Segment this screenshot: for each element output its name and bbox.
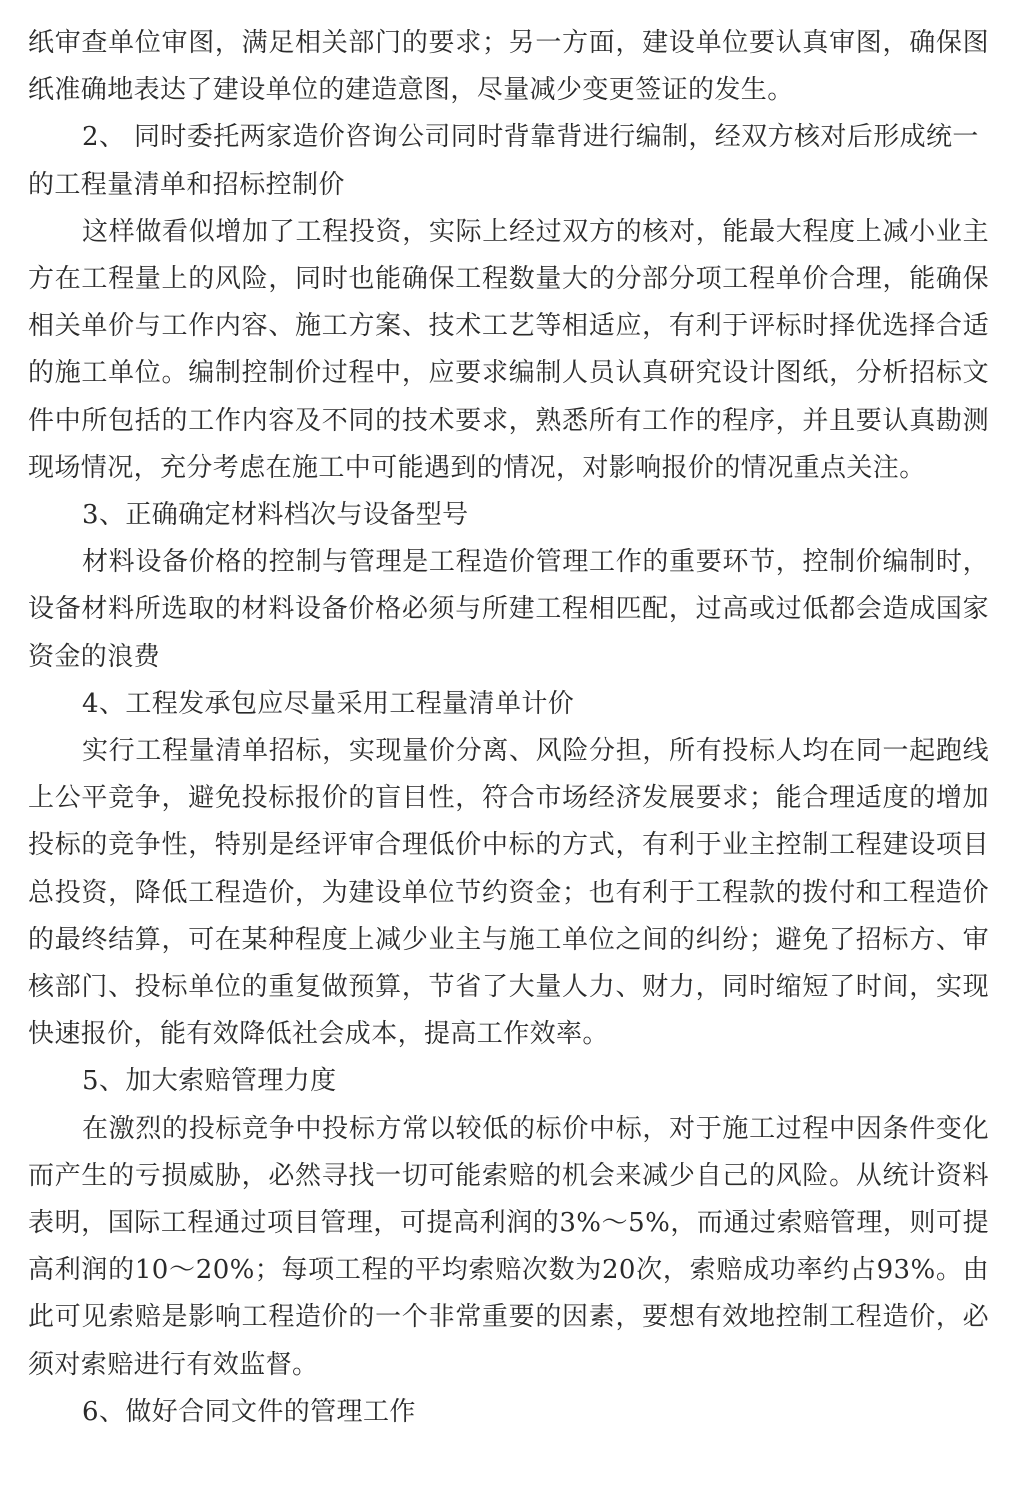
paragraph-design-review: 纸审查单位审图，满足相关部门的要求；另一方面，建设单位要认真审图，确保图纸准确地表达了建设单位的建造意图，尽量减少变更签证的发生。: [28, 28, 989, 106]
heading-section-2: 2、 同时委托两家造价咨询公司同时背靠背进行编制，经双方核对后形成统一的工程量清单和招标控制价: [28, 122, 979, 200]
paragraph-dual-consultancy: 这样做看似增加了工程投资，实际上经过双方的核对，能最大程度上减小业主方在工程量上的风险，同时也能确保工程数量大的分部分项工程单价合理，能确保相关单价与工作内容、施工方案、技术工艺等相适应，有利于评标时择优选择合适的施工单位。编制控制价过程中，应要求编制人员认真研究设计图纸，分析招标文件中所包括的工作内容及不同的技术要求，熟悉所有工作的程序，并且要认真勘测现场情况，充分考虑在施工中可能遇到的情况，对影响报价的情况重点关注。: [28, 216, 989, 483]
heading-section-6: 6、做好合同文件的管理工作: [82, 1396, 416, 1427]
heading-section-4: 4、工程发承包应尽量采用工程量清单计价: [82, 688, 575, 719]
paragraph-claims-management: 在激烈的投标竞争中投标方常以较低的标价中标，对于施工过程中因条件变化而产生的亏损威胁，必然寻找一切可能索赔的机会来减少自己的风险。从统计资料表明，国际工程通过项目管理，可提高利润的3%～5%，而通过索赔管理，则可提高利润的10～20%；每项工程的平均索赔次数为20次，索赔成功率约占93%。由此可见索赔是影响工程造价的一个非常重要的因素，要想有效地控制工程造价，必须对索赔进行有效监督。: [28, 1113, 989, 1380]
paragraph-bill-of-quantities: 实行工程量清单招标，实现量价分离、风险分担，所有投标人均在同一起跑线上公平竞争，避免投标报价的盲目性，符合市场经济发展要求；能合理适度的增加投标的竞争性，特别是经评审合理低价中标的方式，有利于业主控制工程建设项目总投资，降低工程造价，为建设单位节约资金；也有利于工程款的拨付和工程造价的最终结算，可在某种程度上减少业主与施工单位之间的纠纷；避免了招标方、审核部门、投标单位的重复做预算，节省了大量人力、财力，同时缩短了时间，实现快速报价，能有效降低社会成本，提高工作效率。: [28, 736, 989, 1050]
heading-section-5: 5、加大索赔管理力度: [82, 1066, 337, 1097]
heading-section-3: 3、正确确定材料档次与设备型号: [82, 500, 469, 531]
paragraph-material-pricing: 材料设备价格的控制与管理是工程造价管理工作的重要环节，控制价编制时，设备材料所选取的材料设备价格必须与所建工程相匹配，过高或过低都会造成国家资金的浪费: [28, 547, 989, 672]
